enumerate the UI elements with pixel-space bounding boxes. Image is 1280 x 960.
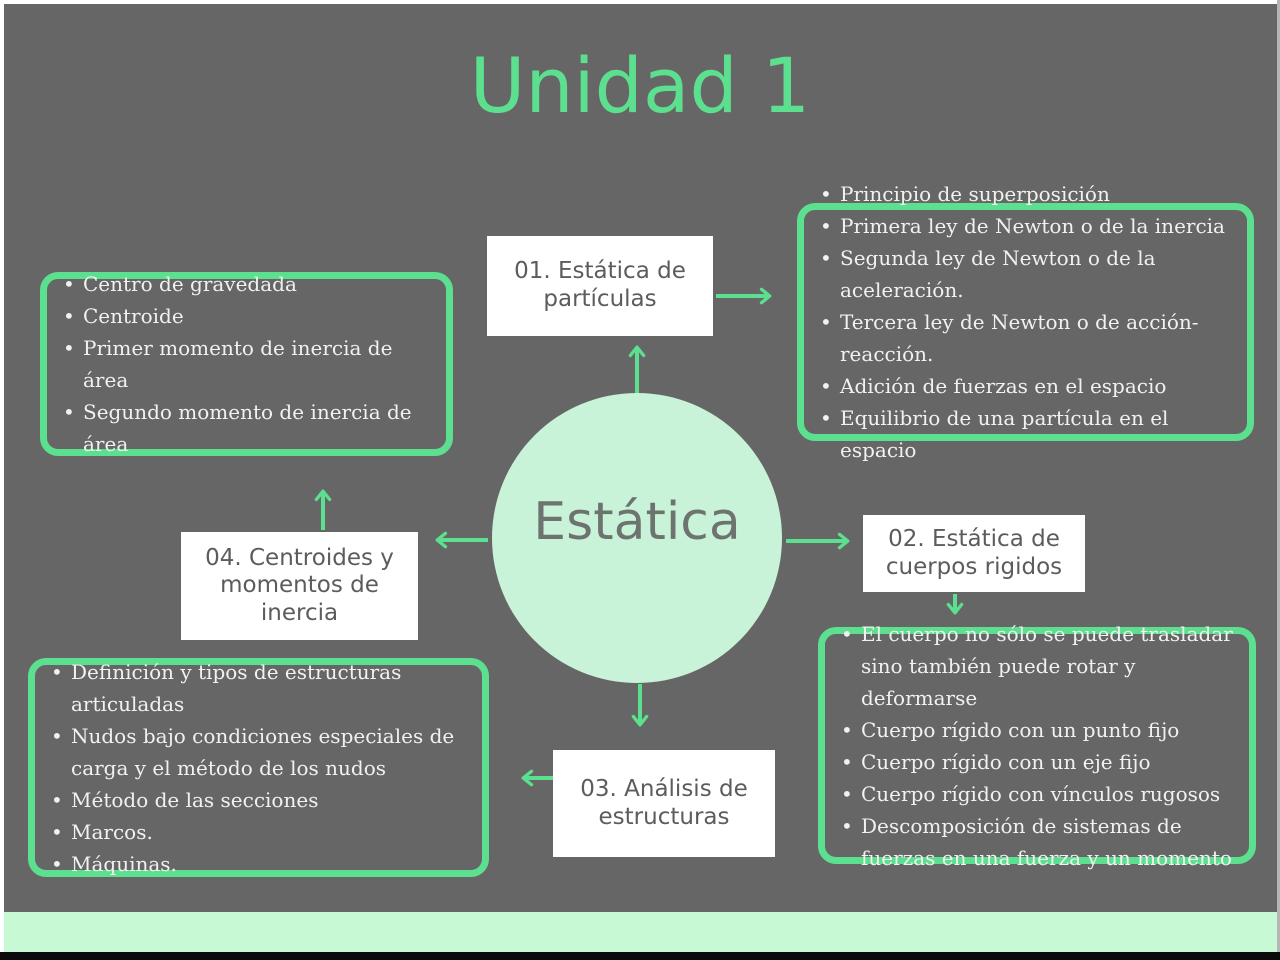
- list-item: • Nudos bajo condiciones especiales de carga y el método de los nudos: [50, 720, 474, 784]
- node-label: 01. Estática de partículas: [514, 258, 686, 312]
- list-item: • Cuerpo rígido con un punto fijo: [840, 714, 1241, 746]
- bullet-list: [50, 656, 474, 880]
- list-item: • Segunda ley de Newton o de la aceleración.: [819, 242, 1239, 306]
- list-item: • Principio de superposición: [819, 178, 1239, 210]
- list-item: • Segundo momento de inercia de área: [62, 396, 438, 460]
- slide-title: Unidad 1: [469, 41, 811, 130]
- list-item: • Primer momento de inercia de área: [62, 332, 438, 396]
- list-item: • Cuerpo rígido con un eje fijo: [840, 746, 1241, 778]
- list-item: • El cuerpo no sólo se puede trasladar sino también puede rotar y deformarse: [840, 618, 1241, 714]
- frame-edge-top: [0, 0, 1280, 4]
- node-label: 02. Estática de cuerpos rigidos: [885, 525, 1063, 580]
- node-estatica-de-cuerpos-rigidos: [863, 515, 1085, 592]
- list-item: • Primera ley de Newton o de la inercia: [819, 210, 1239, 242]
- footer-strip: [0, 912, 1280, 952]
- central-topic-label: Estática: [533, 492, 741, 552]
- node-estatica-de-particulas: [487, 236, 713, 336]
- node-centroides-y-momentos: [181, 532, 418, 640]
- bullet-list: [62, 268, 438, 460]
- list-item: • Método de las secciones: [50, 784, 474, 816]
- list-box-centroides: [40, 272, 453, 456]
- list-item: • Equilibrio de una partícula en el espacio: [819, 402, 1239, 466]
- list-item: • Centro de gravedada: [62, 268, 438, 300]
- frame-edge-left: [0, 0, 4, 952]
- frame-edge-bottom: [0, 952, 1280, 960]
- node-label: 04. Centroides y momentos de inercia: [205, 544, 394, 626]
- list-box-particulas: [797, 182, 1254, 462]
- list-item: • Tercera ley de Newton o de acción-reacción.: [819, 306, 1239, 370]
- list-item: • Definición y tipos de estructuras articuladas: [50, 656, 474, 720]
- list-item: • Cuerpo rígido con vínculos rugosos: [840, 778, 1241, 810]
- node-analisis-de-estructuras: [553, 750, 775, 857]
- list-box-estructuras: [28, 658, 489, 877]
- central-topic-circle: [492, 393, 782, 683]
- bullet-list: [840, 618, 1241, 874]
- list-item: • Máquinas.: [50, 848, 474, 880]
- bullet-list: [819, 178, 1239, 466]
- list-item: • Centroide: [62, 300, 438, 332]
- list-item: • Adición de fuerzas en el espacio: [819, 370, 1239, 402]
- list-item: • Marcos.: [50, 816, 474, 848]
- node-label: 03. Análisis de estructuras: [580, 775, 748, 830]
- list-item: • Descomposición de sistemas de fuerzas en una fuerza y un momento: [840, 810, 1241, 874]
- list-box-cuerpos: [818, 621, 1256, 870]
